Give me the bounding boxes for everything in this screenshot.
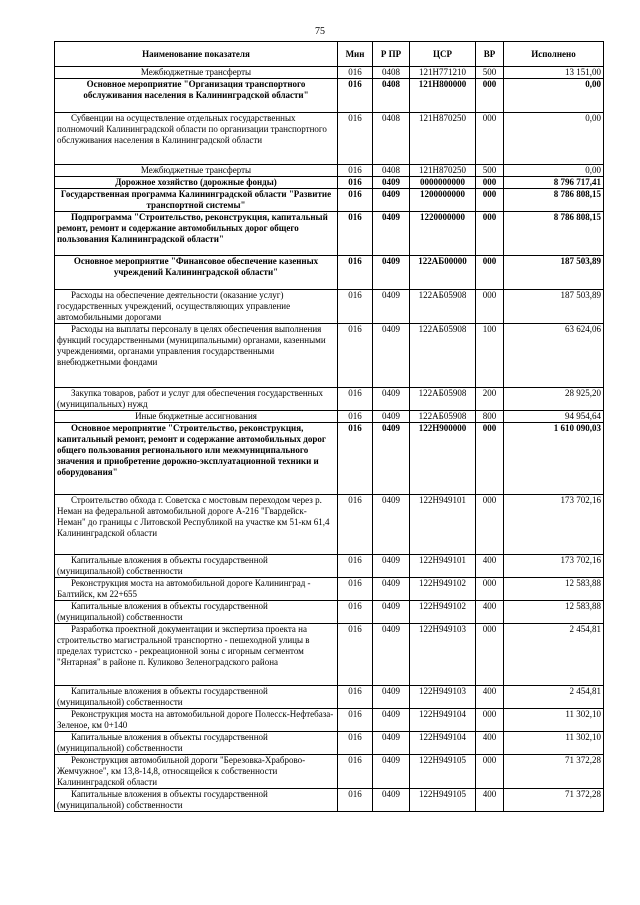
table-header-row — [55, 42, 604, 67]
table-row — [55, 555, 604, 578]
cell-min: 016 — [338, 324, 373, 388]
cell-min: 016 — [338, 189, 373, 212]
cell-min: 016 — [338, 709, 373, 732]
cell-min: 016 — [338, 256, 373, 290]
cell-csr: 121Н870250 — [410, 165, 476, 177]
cell-name: Реконструкция автомобильной дороги "Березовка-Храброво-Жемчужное", км 13,8-14,8, относящейся к собственности Калининградской области — [55, 755, 338, 789]
cell-sum: 11 302,10 — [504, 732, 604, 755]
cell-sum: 8 796 717,41 — [504, 177, 604, 189]
cell-name: Основное мероприятие "Организация транспортного обслуживания населения в Калининградской области" — [55, 79, 338, 113]
cell-rpr: 0409 — [373, 212, 410, 256]
cell-min: 016 — [338, 67, 373, 79]
cell-sum: 8 786 808,15 — [504, 189, 604, 212]
cell-name: Капитальные вложения в объекты государственной (муниципальной) собственности — [55, 789, 338, 812]
cell-rpr: 0409 — [373, 601, 410, 624]
cell-min: 016 — [338, 789, 373, 812]
cell-name: Реконструкция моста на автомобильной дороге Полесск-Нефтебаза-Зеленое, км 0+140 — [55, 709, 338, 732]
cell-sum: 13 151,00 — [504, 67, 604, 79]
table-row — [55, 212, 604, 256]
cell-csr: 122АБ05908 — [410, 411, 476, 423]
cell-vr: 000 — [476, 212, 504, 256]
cell-sum: 0,00 — [504, 113, 604, 165]
cell-vr: 000 — [476, 495, 504, 555]
cell-name: Реконструкция моста на автомобильной дороге Калининград - Балтийск, км 22+655 — [55, 578, 338, 601]
cell-rpr: 0409 — [373, 686, 410, 709]
cell-vr: 000 — [476, 709, 504, 732]
cell-vr: 500 — [476, 67, 504, 79]
cell-name: Капитальные вложения в объекты государственной (муниципальной) собственности — [55, 601, 338, 624]
cell-vr: 000 — [476, 177, 504, 189]
cell-rpr: 0409 — [373, 495, 410, 555]
cell-vr: 000 — [476, 189, 504, 212]
header-min: Мин — [338, 42, 373, 67]
cell-rpr: 0409 — [373, 755, 410, 789]
table-row — [55, 388, 604, 411]
table-row — [55, 686, 604, 709]
cell-csr: 122Н949104 — [410, 732, 476, 755]
cell-min: 016 — [338, 388, 373, 411]
cell-name: Капитальные вложения в объекты государственной (муниципальной) собственности — [55, 555, 338, 578]
cell-min: 016 — [338, 290, 373, 324]
cell-csr: 122Н949103 — [410, 624, 476, 686]
cell-rpr: 0409 — [373, 256, 410, 290]
cell-rpr: 0409 — [373, 578, 410, 601]
cell-sum: 1 610 090,03 — [504, 423, 604, 495]
cell-sum: 173 702,16 — [504, 555, 604, 578]
cell-rpr: 0409 — [373, 189, 410, 212]
cell-min: 016 — [338, 755, 373, 789]
cell-min: 016 — [338, 555, 373, 578]
cell-csr: 122Н949102 — [410, 578, 476, 601]
cell-sum: 2 454,81 — [504, 624, 604, 686]
cell-vr: 000 — [476, 755, 504, 789]
cell-csr: 121Н800000 — [410, 79, 476, 113]
cell-min: 016 — [338, 578, 373, 601]
cell-csr: 122Н949103 — [410, 686, 476, 709]
cell-csr: 122Н949104 — [410, 709, 476, 732]
cell-csr: 122АБ05908 — [410, 324, 476, 388]
table-row — [55, 256, 604, 290]
cell-min: 016 — [338, 165, 373, 177]
cell-vr: 400 — [476, 601, 504, 624]
cell-csr: 122АБ05908 — [410, 388, 476, 411]
cell-sum: 2 454,81 — [504, 686, 604, 709]
cell-rpr: 0409 — [373, 709, 410, 732]
cell-sum: 63 624,06 — [504, 324, 604, 388]
cell-csr: 122Н900000 — [410, 423, 476, 495]
table-row — [55, 411, 604, 423]
cell-name: Основное мероприятие "Финансовое обеспечение казенных учреждений Калининградской области" — [55, 256, 338, 290]
cell-csr: 122Н949101 — [410, 495, 476, 555]
cell-sum: 94 954,64 — [504, 411, 604, 423]
cell-csr: 0000000000 — [410, 177, 476, 189]
cell-name: Разработка проектной документации и экспертиза проекта на строительство магистральной транспортно - пешеходной улицы в пределах туристско - рекреационной зоны с игорным сегментом "Янтарная" в районе п. Куликово Зеленоградского района — [55, 624, 338, 686]
cell-sum: 173 702,16 — [504, 495, 604, 555]
cell-vr: 400 — [476, 789, 504, 812]
cell-rpr: 0409 — [373, 732, 410, 755]
cell-rpr: 0409 — [373, 324, 410, 388]
cell-csr: 122АБ00000 — [410, 256, 476, 290]
cell-name: Иные бюджетные ассигнования — [55, 411, 338, 423]
cell-name: Капитальные вложения в объекты государственной (муниципальной) собственности — [55, 686, 338, 709]
cell-name: Межбюджетные трансферты — [55, 165, 338, 177]
cell-vr: 000 — [476, 624, 504, 686]
cell-sum: 0,00 — [504, 165, 604, 177]
cell-vr: 400 — [476, 686, 504, 709]
cell-name: Субвенции на осуществление отдельных государственных полномочий Калининградской области по организации транспортного обслуживания населения в Калининградской области — [55, 113, 338, 165]
cell-name: Расходы на обеспечение деятельности (оказание услуг) государственных учреждений, осуществляющих управление автомобильными дорогами — [55, 290, 338, 324]
cell-rpr: 0409 — [373, 789, 410, 812]
cell-name: Закупка товаров, работ и услуг для обеспечения государственных (муниципальных) нужд — [55, 388, 338, 411]
table-row — [55, 624, 604, 686]
header-csr: ЦСР — [410, 42, 476, 67]
cell-name: Расходы на выплаты персоналу в целях обеспечения выполнения функций государственными (муниципальными) органами, казенными учреждениями, органами управления государственными внебюджетными фондами — [55, 324, 338, 388]
table-row — [55, 732, 604, 755]
cell-min: 016 — [338, 423, 373, 495]
cell-name: Капитальные вложения в объекты государственной (муниципальной) собственности — [55, 732, 338, 755]
cell-min: 016 — [338, 624, 373, 686]
table-row — [55, 79, 604, 113]
cell-csr: 122Н949105 — [410, 789, 476, 812]
cell-name: Дорожное хозяйство (дорожные фонды) — [55, 177, 338, 189]
cell-name: Межбюджетные трансферты — [55, 67, 338, 79]
cell-csr: 122Н949105 — [410, 755, 476, 789]
cell-sum: 12 583,88 — [504, 601, 604, 624]
cell-rpr: 0409 — [373, 624, 410, 686]
cell-sum: 187 503,89 — [504, 290, 604, 324]
cell-sum: 71 372,28 — [504, 755, 604, 789]
table-row — [55, 578, 604, 601]
table-row — [55, 789, 604, 812]
cell-csr: 1220000000 — [410, 212, 476, 256]
cell-name: Государственная программа Калининградской области "Развитие транспортной системы" — [55, 189, 338, 212]
table-row — [55, 495, 604, 555]
cell-min: 016 — [338, 177, 373, 189]
cell-vr: 000 — [476, 256, 504, 290]
cell-name: Подпрограмма "Строительство, реконструкция, капитальный ремонт, ремонт и содержание автомобильных дорог общего пользования Калининградской области" — [55, 212, 338, 256]
cell-sum: 187 503,89 — [504, 256, 604, 290]
cell-csr: 121Н771210 — [410, 67, 476, 79]
cell-sum: 28 925,20 — [504, 388, 604, 411]
cell-vr: 000 — [476, 578, 504, 601]
table-row — [55, 177, 604, 189]
cell-name: Основное мероприятие "Строительство, реконструкция, капитальный ремонт, ремонт и содержание автомобильных дорог общего пользования регионального или межмуниципального значения и приобретение дорожно-эксплуатационной техники и оборудования" — [55, 423, 338, 495]
table-row — [55, 755, 604, 789]
cell-name: Строительство обхода г. Советска с мостовым переходом через р. Неман на федеральной автомобильной дороге А-216 "Гвардейск-Неман" до границы с Литовской Республикой на участке км 51-км 61,4 Калининградской области — [55, 495, 338, 555]
cell-rpr: 0409 — [373, 177, 410, 189]
cell-sum: 11 302,10 — [504, 709, 604, 732]
cell-sum: 71 372,28 — [504, 789, 604, 812]
cell-vr: 000 — [476, 79, 504, 113]
header-vr: ВР — [476, 42, 504, 67]
cell-min: 016 — [338, 113, 373, 165]
cell-csr: 122Н949101 — [410, 555, 476, 578]
table-row — [55, 709, 604, 732]
cell-vr: 800 — [476, 411, 504, 423]
cell-csr: 122Н949102 — [410, 601, 476, 624]
cell-rpr: 0408 — [373, 79, 410, 113]
cell-sum: 12 583,88 — [504, 578, 604, 601]
page-number: 75 — [315, 26, 325, 37]
cell-vr: 000 — [476, 290, 504, 324]
cell-rpr: 0408 — [373, 67, 410, 79]
cell-csr: 122АБ05908 — [410, 290, 476, 324]
cell-vr: 200 — [476, 388, 504, 411]
cell-min: 016 — [338, 495, 373, 555]
cell-rpr: 0409 — [373, 423, 410, 495]
table-row — [55, 290, 604, 324]
cell-csr: 1200000000 — [410, 189, 476, 212]
header-rpr: Р ПР — [373, 42, 410, 67]
table-row — [55, 113, 604, 165]
cell-rpr: 0409 — [373, 290, 410, 324]
table-row — [55, 324, 604, 388]
header-sum: Исполнено — [504, 42, 604, 67]
cell-min: 016 — [338, 411, 373, 423]
table-row — [55, 189, 604, 212]
table-row — [55, 165, 604, 177]
cell-vr: 400 — [476, 555, 504, 578]
cell-rpr: 0409 — [373, 411, 410, 423]
cell-min: 016 — [338, 732, 373, 755]
table-row — [55, 423, 604, 495]
cell-min: 016 — [338, 212, 373, 256]
cell-vr: 000 — [476, 113, 504, 165]
table-row — [55, 67, 604, 79]
cell-vr: 400 — [476, 732, 504, 755]
cell-rpr: 0408 — [373, 113, 410, 165]
cell-sum: 8 786 808,15 — [504, 212, 604, 256]
budget-table — [54, 41, 604, 812]
cell-rpr: 0409 — [373, 555, 410, 578]
cell-rpr: 0408 — [373, 165, 410, 177]
cell-min: 016 — [338, 686, 373, 709]
cell-vr: 100 — [476, 324, 504, 388]
cell-vr: 000 — [476, 423, 504, 495]
cell-csr: 121Н870250 — [410, 113, 476, 165]
cell-vr: 500 — [476, 165, 504, 177]
cell-min: 016 — [338, 601, 373, 624]
table-row — [55, 601, 604, 624]
cell-sum: 0,00 — [504, 79, 604, 113]
cell-rpr: 0409 — [373, 388, 410, 411]
cell-min: 016 — [338, 79, 373, 113]
header-name: Наименование показателя — [55, 42, 338, 67]
